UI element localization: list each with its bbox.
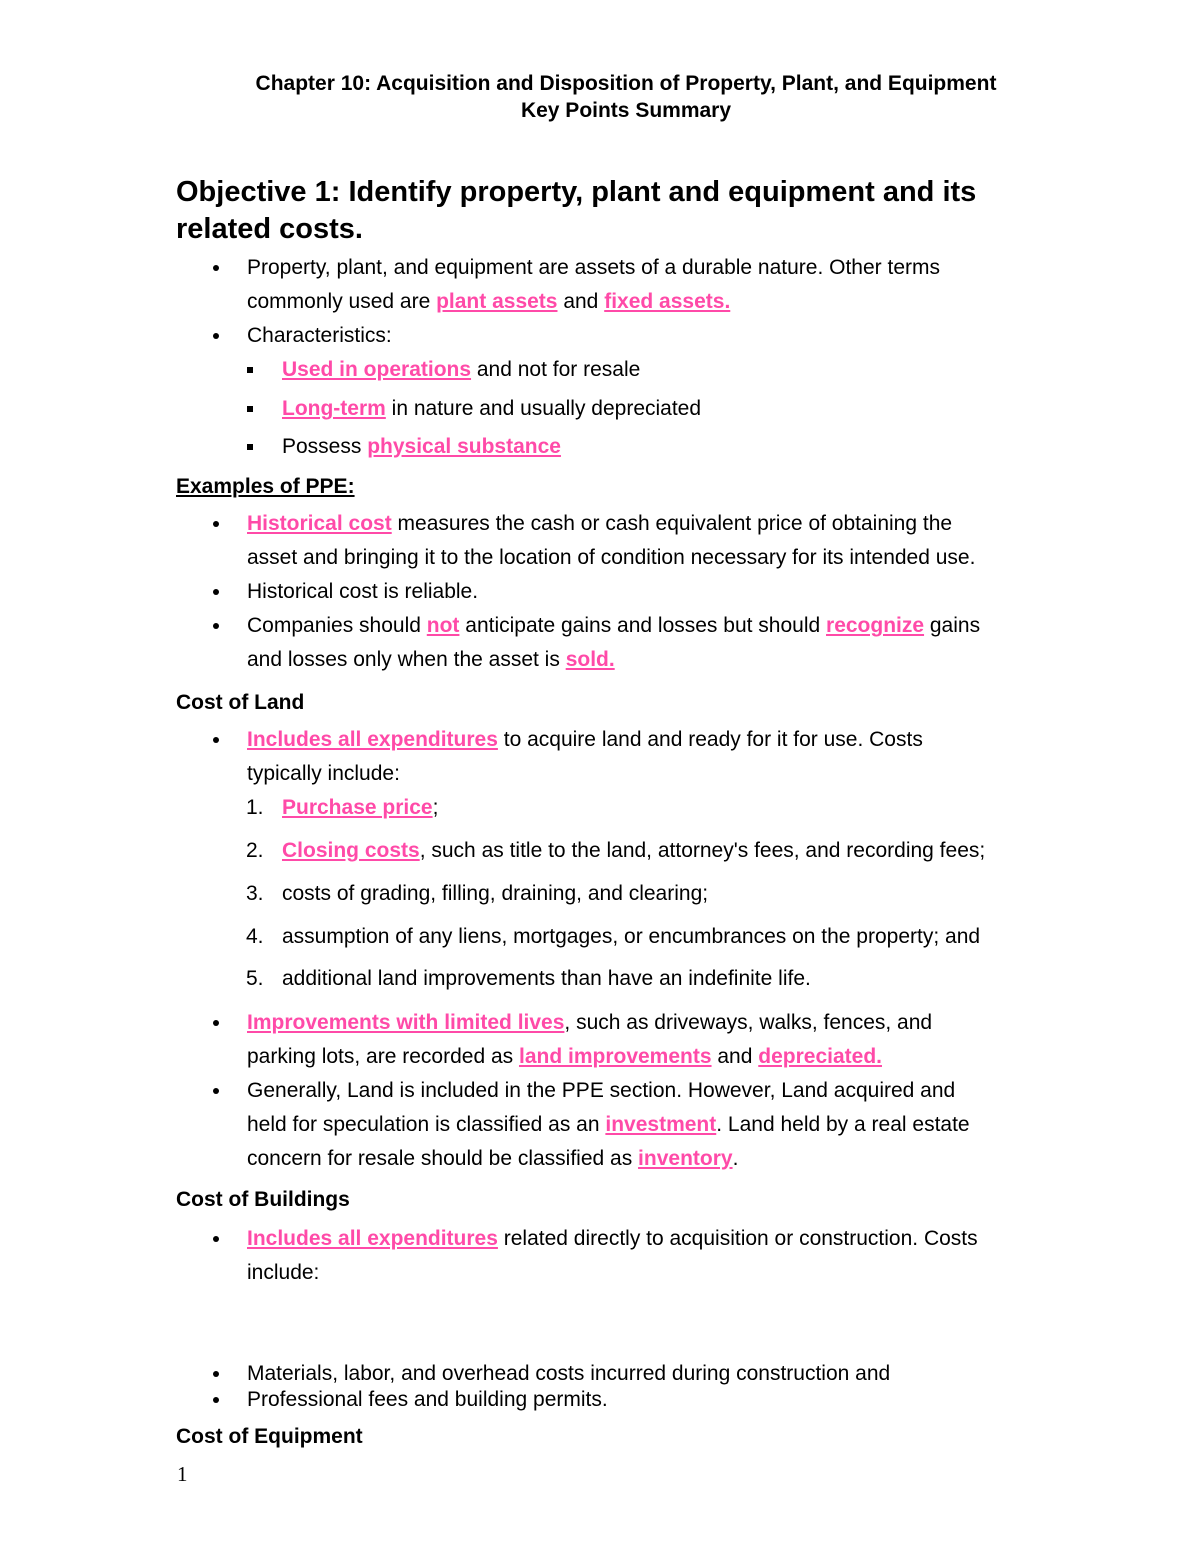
highlight-term: Used in operations	[282, 358, 472, 381]
bullet-icon	[213, 1371, 219, 1377]
sub-list-item: Long-term in nature and usually depreciated	[282, 397, 702, 420]
list-number: 4.	[246, 925, 264, 948]
list-item-cont: held for speculation is classified as an investment. Land held by a real estate	[247, 1113, 970, 1136]
numbered-item: additional land improvements than have an indefinite life.	[282, 967, 811, 990]
highlight-term: inventory	[638, 1147, 733, 1170]
page-number: 1	[177, 1462, 188, 1486]
highlight-term: Includes all expenditures	[247, 728, 498, 751]
highlight-term: land improvements	[518, 1045, 712, 1068]
list-number: 2.	[246, 839, 264, 862]
list-number: 1.	[246, 796, 264, 819]
highlight-term: fixed assets.	[604, 290, 731, 313]
bullet-icon	[213, 333, 219, 339]
bullet-icon	[213, 1088, 219, 1094]
buildings-heading: Cost of Buildings	[176, 1188, 350, 1211]
subtitle: Key Points Summary	[520, 99, 732, 122]
equipment-heading: Cost of Equipment	[176, 1425, 363, 1448]
list-item-cont: concern for resale should be classified as inventory.	[247, 1147, 739, 1170]
highlight-term: Improvements with limited lives	[247, 1011, 565, 1034]
list-item-cont: asset and bringing it to the location of condition necessary for its intended use.	[247, 546, 976, 569]
land-heading: Cost of Land	[176, 691, 305, 714]
bullet-icon	[213, 737, 219, 743]
list-item: Historical cost is reliable.	[247, 580, 479, 603]
highlight-term: physical substance	[367, 435, 561, 458]
list-item-cont: typically include:	[247, 762, 400, 785]
list-item-cont: and losses only when the asset is sold.	[247, 648, 615, 671]
square-bullet-icon	[247, 367, 253, 373]
list-item-cont: parking lots, are recorded as land improvements and depreciated.	[247, 1045, 882, 1068]
list-item: Improvements with limited lives, such as driveways, walks, fences, and	[247, 1011, 933, 1034]
list-item: Characteristics:	[247, 324, 392, 347]
list-item: Property, plant, and equipment are assets of a durable nature. Other terms	[247, 256, 940, 279]
list-item: Materials, labor, and overhead costs incurred during construction and	[247, 1362, 891, 1385]
bullet-icon	[213, 1020, 219, 1026]
highlight-term: Closing costs	[282, 839, 420, 862]
bullet-icon	[213, 265, 219, 271]
list-item: Professional fees and building permits.	[247, 1388, 608, 1411]
list-item: Includes all expenditures related directly to acquisition or construction. Costs	[247, 1227, 978, 1250]
chapter-title: Chapter 10: Acquisition and Disposition of Property, Plant, and Equipment	[255, 72, 997, 95]
highlight-term: sold.	[565, 648, 615, 671]
highlight-term: Purchase price	[282, 796, 433, 819]
highlight-term: plant assets	[436, 290, 558, 313]
square-bullet-icon	[247, 406, 253, 412]
list-item: Generally, Land is included in the PPE section. However, Land acquired and	[247, 1079, 956, 1102]
list-item-cont: include:	[247, 1261, 320, 1284]
sub-list-item: Used in operations and not for resale	[282, 358, 641, 381]
bullet-icon	[213, 589, 219, 595]
numbered-item: assumption of any liens, mortgages, or encumbrances on the property; and	[282, 925, 981, 948]
sub-list-item: Possess physical substance	[282, 435, 561, 458]
list-item: Includes all expenditures to acquire land and ready for it for use. Costs	[247, 728, 923, 751]
list-item-cont: commonly used are plant assets and fixed assets.	[247, 290, 731, 313]
numbered-item: costs of grading, filling, draining, and clearing;	[282, 882, 709, 905]
square-bullet-icon	[247, 444, 253, 450]
list-item: Companies should not anticipate gains and losses but should recognize gains	[247, 614, 981, 637]
examples-heading: Examples of PPE:	[176, 475, 355, 498]
highlight-term: not	[426, 614, 460, 637]
bullet-icon	[213, 1236, 219, 1242]
objective-1-heading-cont: related costs.	[176, 213, 363, 245]
objective-1-heading: Objective 1: Identify property, plant and equipment and its	[176, 176, 977, 208]
highlight-term: recognize	[826, 614, 925, 637]
highlight-term: Long-term	[282, 397, 386, 420]
highlight-term: investment	[605, 1113, 717, 1136]
list-number: 3.	[246, 882, 264, 905]
highlight-term: depreciated.	[758, 1045, 882, 1068]
bullet-icon	[213, 623, 219, 629]
numbered-item: Closing costs, such as title to the land, attorney's fees, and recording fees;	[282, 839, 986, 862]
numbered-item: Purchase price;	[282, 796, 439, 819]
bullet-icon	[213, 521, 219, 527]
highlight-term: Historical cost	[247, 512, 392, 535]
highlight-term: Includes all expenditures	[247, 1227, 498, 1250]
bullet-icon	[213, 1397, 219, 1403]
list-number: 5.	[246, 967, 264, 990]
list-item: Historical cost measures the cash or cash equivalent price of obtaining the	[247, 512, 953, 535]
